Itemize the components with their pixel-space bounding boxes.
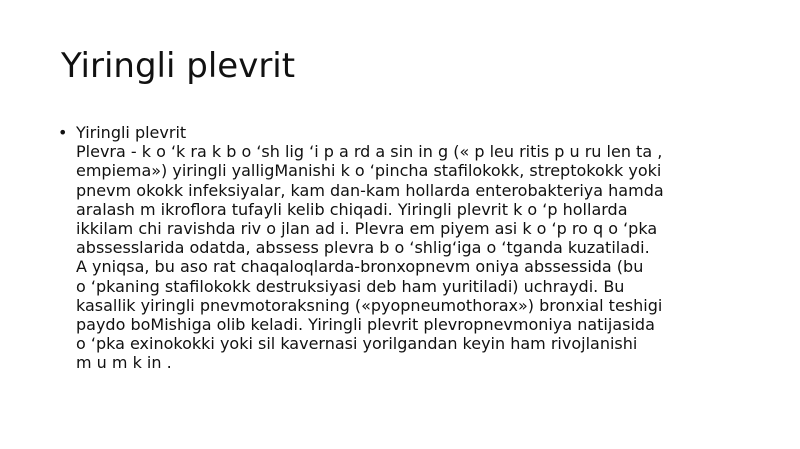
bullet-line: Yiringli plevrit xyxy=(76,123,187,142)
slide-body xyxy=(58,123,748,373)
bullet-line: A yniqsa, bu aso rat chaqaloqlarda-bronxopnevm oniya abssessida (bu xyxy=(76,257,644,277)
bullet-line: abssesslarida odatda, abssess plevra b o ‘shlig‘iga o ‘tganda kuzatiladi. xyxy=(76,238,650,258)
slide-title: Yiringli plevrit xyxy=(61,46,296,86)
bullet-line: ikkilam chi ravishda riv o jlan ad i. Plevra em piyem asi k o ‘p ro q o ‘pka xyxy=(76,219,658,239)
bullet-line: o ‘pka exinokokki yoki sil kavernasi yorilgandan keyin ham rivojlanishi xyxy=(76,334,638,354)
bullet-icon: • xyxy=(58,123,68,142)
bullet-line: kasallik yiringli pnevmotoraksning («pyopneumothorax») bronxial teshigi xyxy=(76,295,663,315)
bullet-text xyxy=(76,123,748,373)
bullet-line: paydo boMishiga olib keladi. Yiringli plevrit plevropnevmoniya natijasida xyxy=(76,315,655,335)
bullet-item xyxy=(58,123,748,373)
bullet-line: Plevra - k o ‘k ra k b o ‘sh lig ‘i p a rd a sin in g (« p leu ritis p u ru len ta , xyxy=(76,142,663,162)
bullet-line: o ‘pkaning stafilokokk destruksiyasi deb ham yuritiladi) uchraydi. Bu xyxy=(76,276,625,296)
bullet-line: m u m k in . xyxy=(76,353,172,373)
bullet-line: empiema») yiringli yalligManishi k o ‘pincha stafilokokk, streptokokk yoki xyxy=(76,161,662,181)
bullet-line: pnevm okokk infeksiyalar, kam dan-kam hollarda enterobakteriya hamda xyxy=(76,180,664,200)
bullet-line: aralash m ikroflora tufayli kelib chiqadi. Yiringli plevrit k o ‘p hollarda xyxy=(76,199,628,219)
